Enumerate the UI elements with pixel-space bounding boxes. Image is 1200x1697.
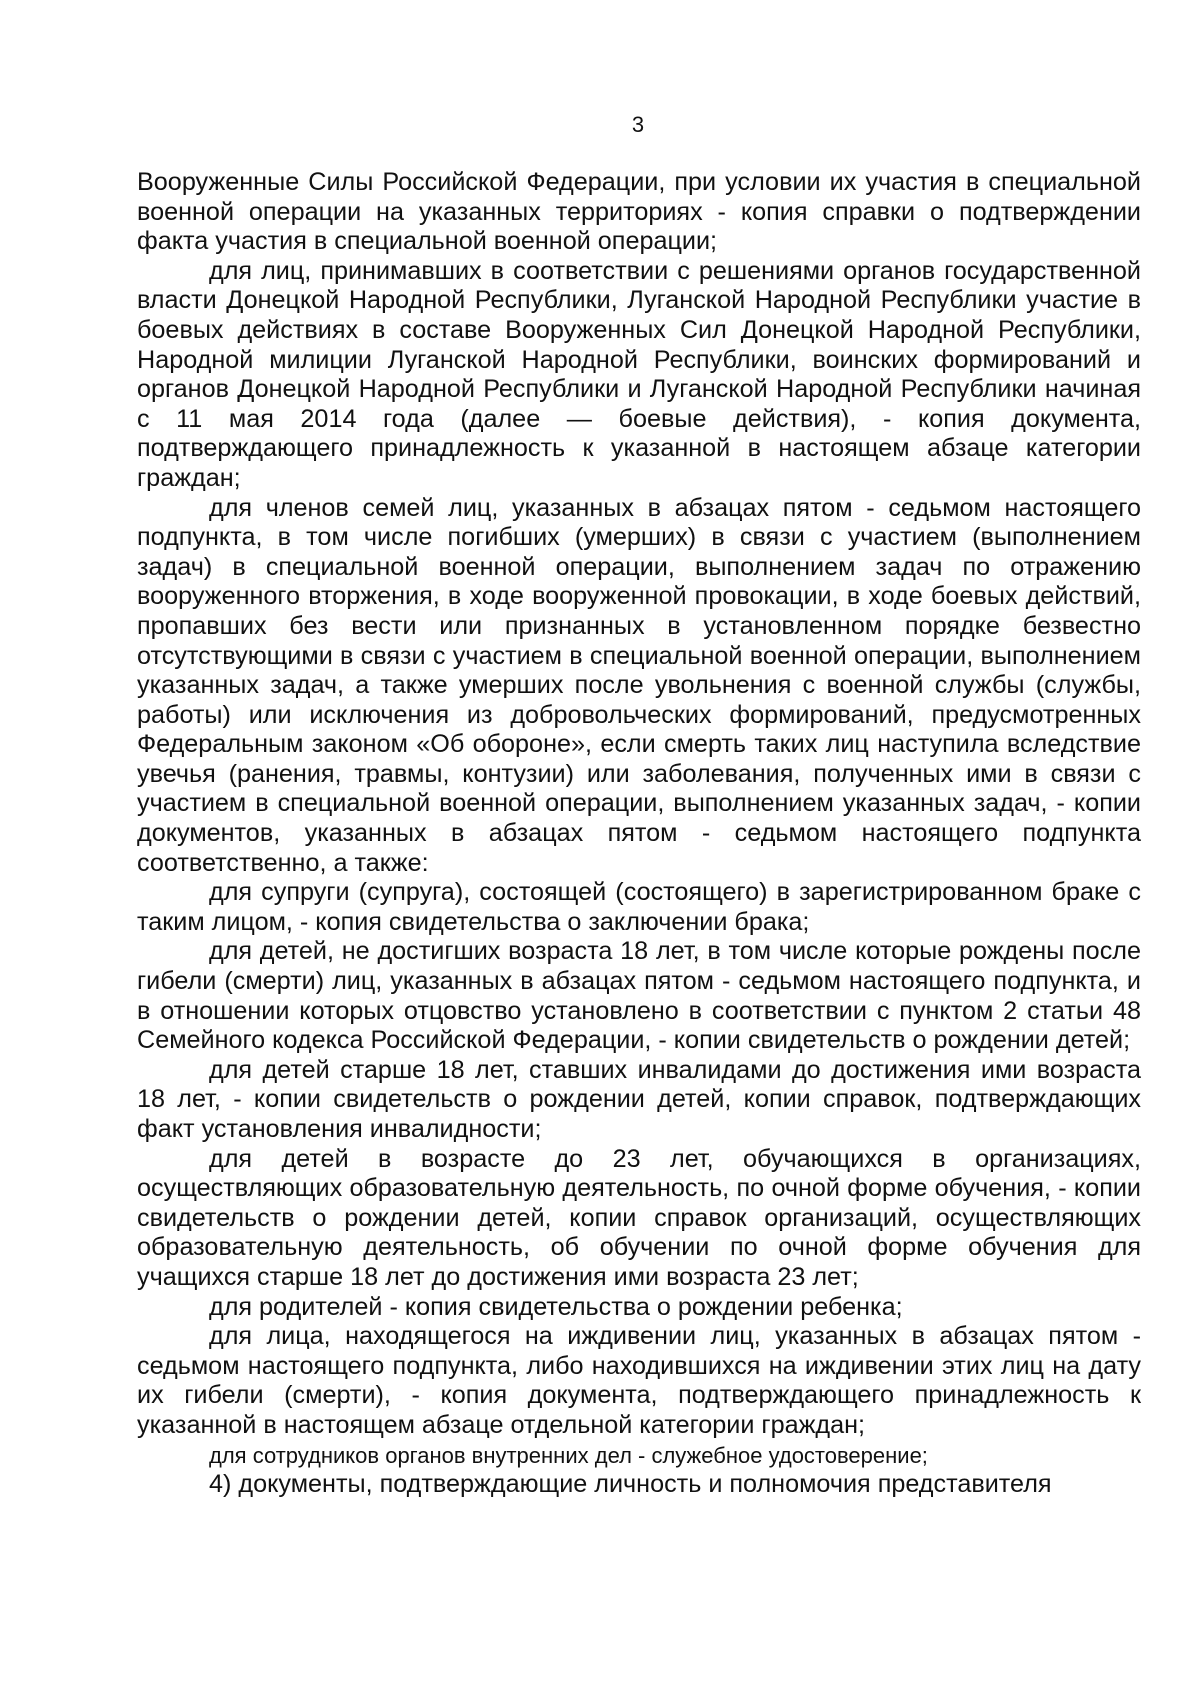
paragraph-children-under-18: для детей, не достигших возраста 18 лет, в том числе которые рождены после гибели (смерти) лиц, указанных в абзацах пятом - седьмом настоящего подпункта, и в отношении которых отцовство установлено в соответствии с пунктом 2 статьи 48 Семейного кодекса Российской Федерации, - копии свидетельств о рождении детей;: [137, 937, 1141, 1055]
paragraph-item-4: 4) документы, подтверждающие личность и полномочия представителя: [209, 1470, 1052, 1499]
paragraph-continuation: Вооруженные Силы Российской Федерации, при условии их участия в специальной военной операции на указанных территориях - копия справки о подтверждении факта участия в специальной военной операции;: [137, 168, 1141, 256]
paragraph-parents: для родителей - копия свидетельства о рождении ребенка;: [209, 1292, 903, 1321]
paragraph-students-under-23: для детей в возрасте до 23 лет, обучающихся в организациях, осуществляющих образовательную деятельность, по очной форме обучения, - копии свидетельств о рождении детей, копии справок организаций, осуществляющих образовательную деятельность, об обучении по очной форме обучения для учащихся старше 18 лет до достижения ими возраста 23 лет;: [137, 1144, 1141, 1291]
paragraph-dependents: для лица, находящегося на иждивении лиц, указанных в абзацах пятом - седьмом настоящего подпункта, либо находившихся на иждивении этих лиц на дату их гибели (смерти), - копия документа, подтверждающего принадлежность к указанной в настоящем абзаце отдельной категории граждан;: [137, 1322, 1141, 1439]
paragraph-lnr-dnr-participants: для лиц, принимавших в соответствии с решениями органов государственной власти Донецкой Народной Республики, Луганской Народной Республики участие в боевых действиях в составе Вооруженных Сил Донецкой Народной Республики, Народной милиции Луганской Народной Республики, воинских формирований и органов Донецкой Народной Республики и Луганской Народной Республики начиная с 11 мая 2014 года (далее — боевые действия), - копия документа, подтверждающего принадлежность к указанной в настоящем абзаце категории граждан;: [137, 256, 1141, 492]
page-number: 3: [631, 112, 645, 137]
paragraph-disabled-children: для детей старше 18 лет, ставших инвалидами до достижения ими возраста 18 лет, - копии свидетельств о рождении детей, копии справок, подтверждающих факт установления инвалидности;: [137, 1055, 1141, 1143]
document-body: [137, 168, 1141, 1500]
paragraph-spouse: для супруги (супруга), состоящей (состоящего) в зарегистрированном браке с таким лицом, - копия свидетельства о заключении брака;: [137, 878, 1141, 936]
paragraph-police-officers: для сотрудников органов внутренних дел - служебное удостоверение;: [209, 1442, 928, 1468]
paragraph-family-members: для членов семей лиц, указанных в абзацах пятом - седьмом настоящего подпункта, в том числе погибших (умерших) в связи с участием (выполнением задач) в специальной военной операции, выполнением задач по отражению вооруженного вторжения, в ходе вооруженной провокации, в ходе боевых действий, пропавших без вести или признанных в установленном порядке безвестно отсутствующими в связи с участием в специальной военной операции, выполнением указанных задач, а также умерших после увольнения с военной службы (службы, работы) или исключения из добровольческих формирований, предусмотренных Федеральным законом «Об обороне», если смерть таких лиц наступила вследствие увечья (ранения, травмы, контузии) или заболевания, полученных ими в связи с участием в специальной военной операции, выполнением указанных задач, - копии документов, указанных в абзацах пятом - седьмом настоящего подпункта соответственно, а также:: [137, 493, 1141, 877]
